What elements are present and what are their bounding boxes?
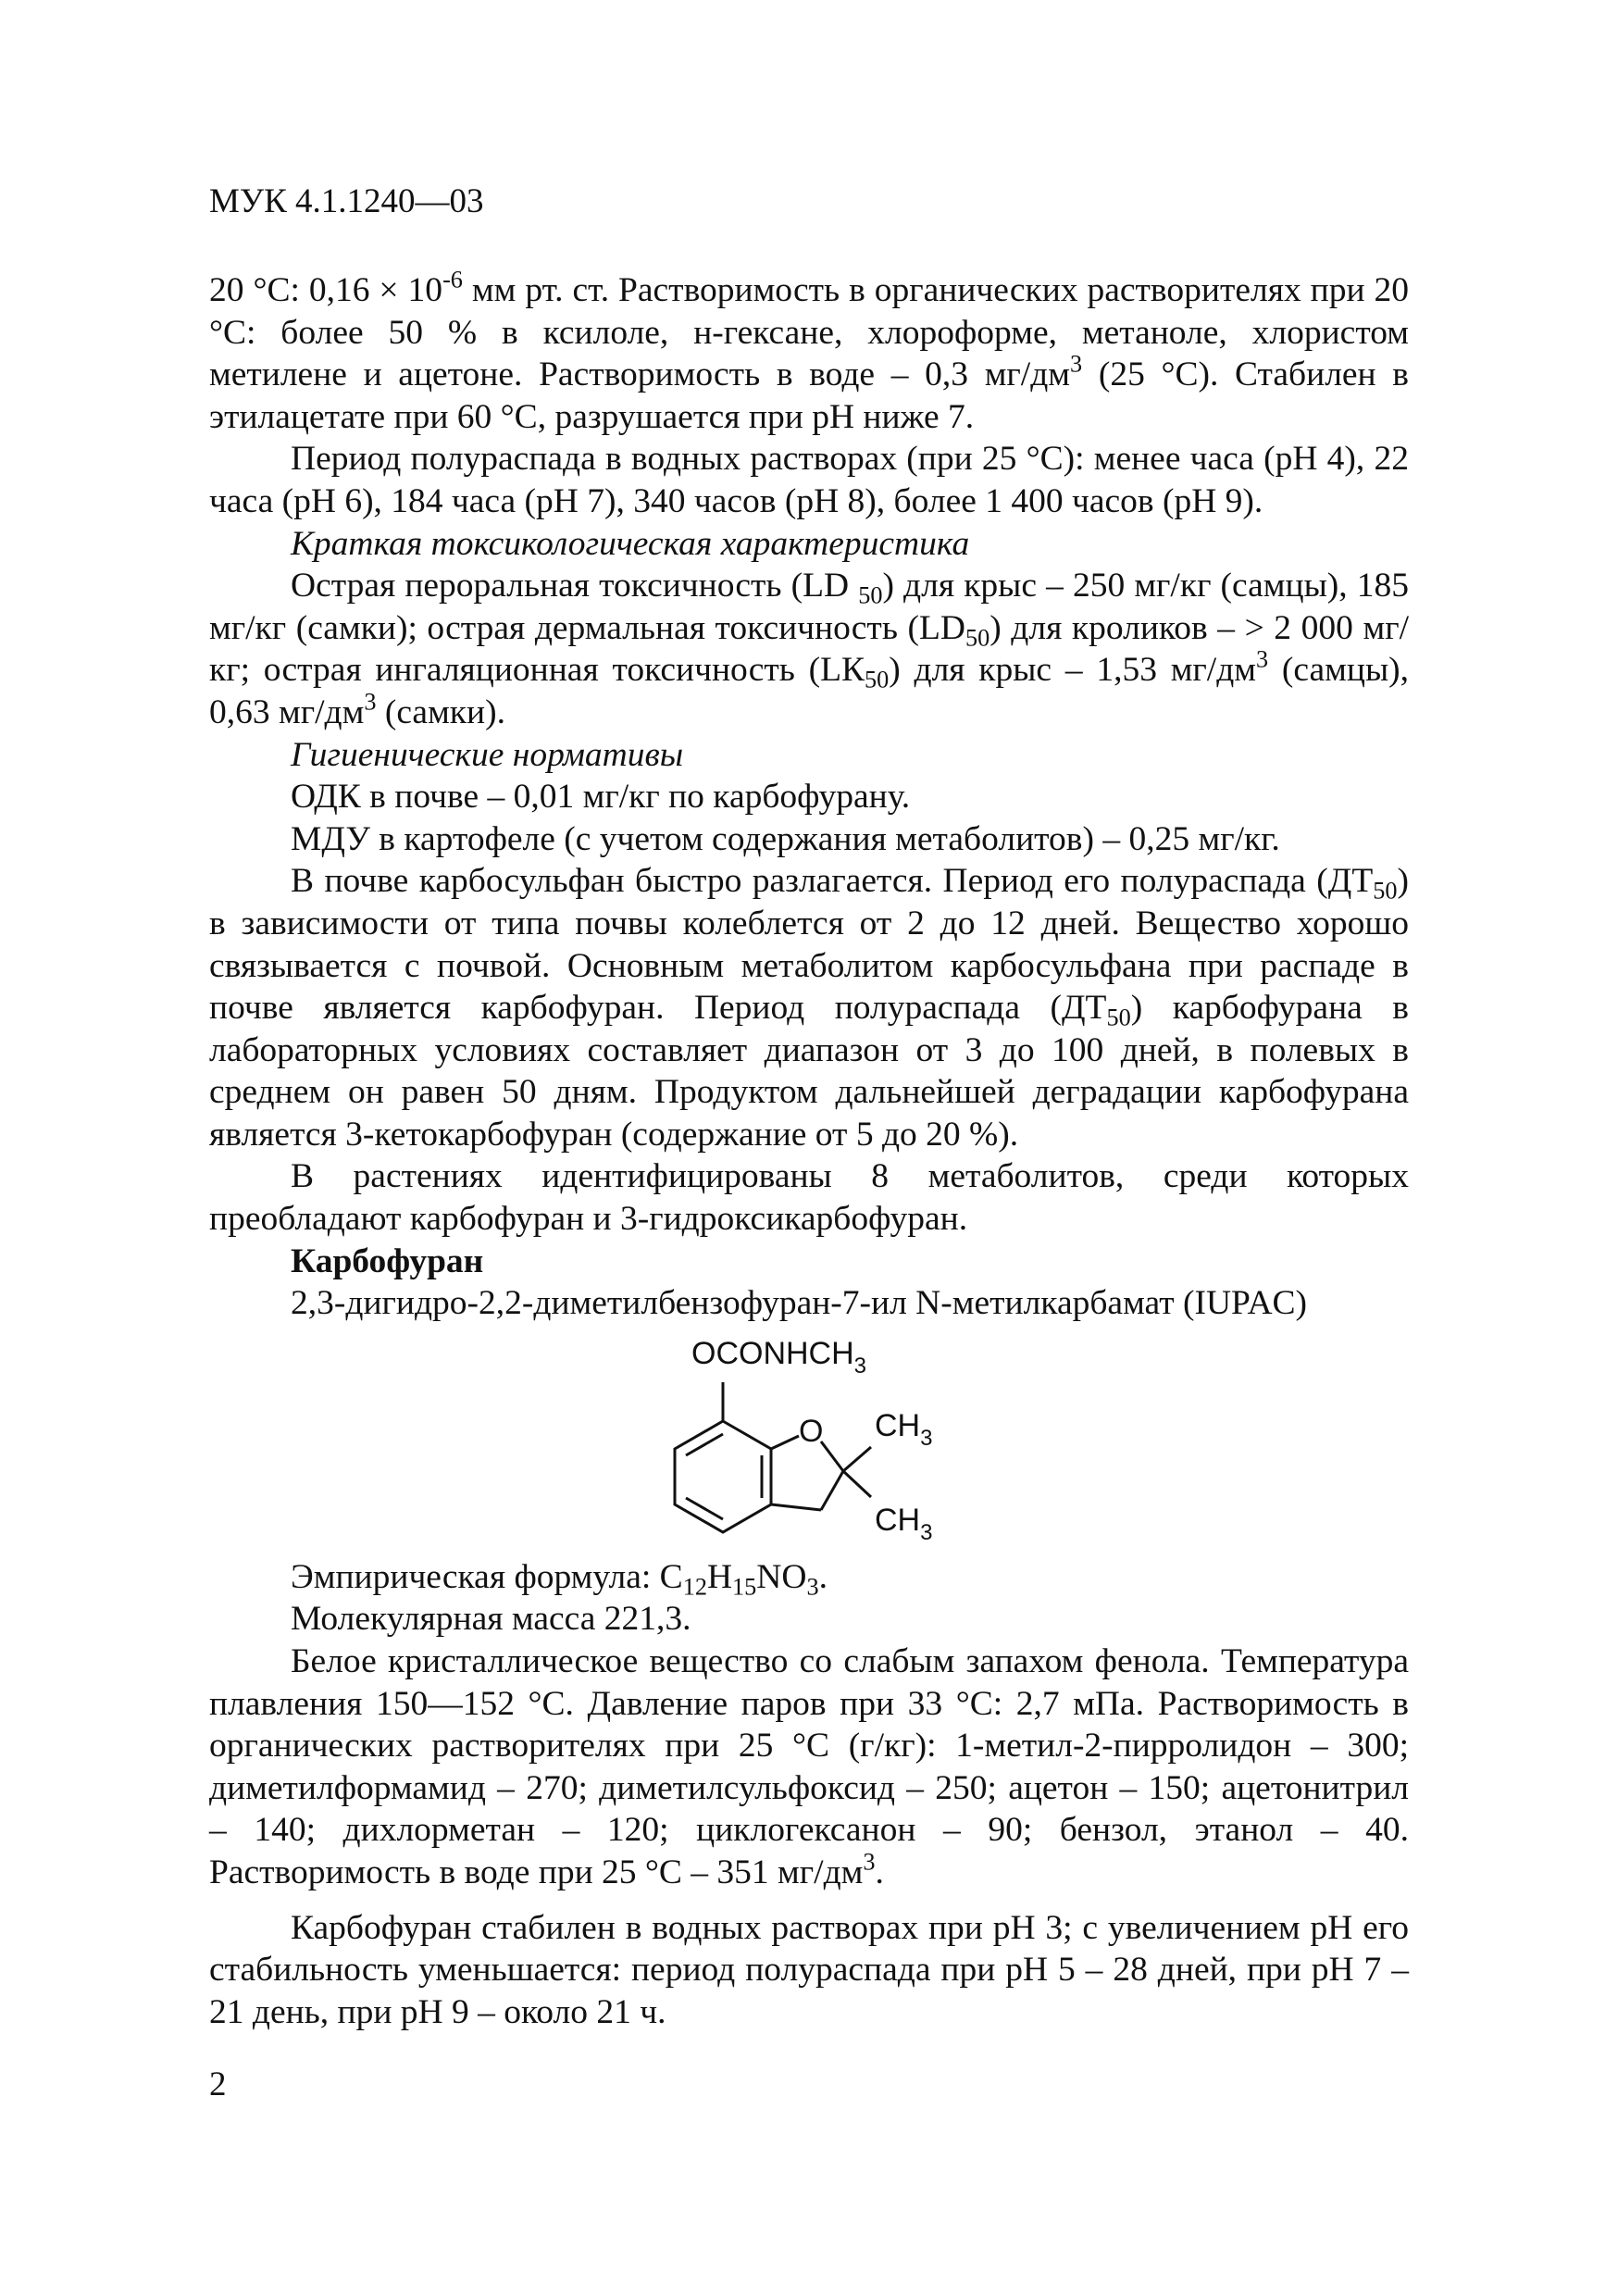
- double-bond: [686, 1434, 723, 1455]
- odk-line: ОДК в почве – 0,01 мг/кг по карбофурану.: [291, 778, 911, 817]
- double-bond: [686, 1498, 723, 1519]
- toxicology-heading: Краткая токсикологическая характеристика: [291, 524, 970, 563]
- paragraph-soil-degradation: В почве карбосульфан быстро разлагается. Период его полураспада $(ДТ_{50})$ в зависимости от типа почвы колеблется от 2 до 12 дней. Вещество хорошо связывается с почвой. Основным метаболитом карбосульфана при распаде в почве является карбофуран. Период полураспада $(ДТ_{50})$ карбофурана в лабораторных условиях составляет диапазон от 3 до 100 дней, в полевых в среднем он равен 50 дням. Продуктом дальнейшей деградации карбофурана является 3-кетокарбофуран (содержание от 5 до 20 %).: [209, 862, 1409, 1154]
- methyl-bond: [843, 1471, 871, 1497]
- methyl-bond: [843, 1447, 871, 1471]
- paragraph-stability: Карбофуран стабилен в водных растворах при pH 3; с увеличением pH его стабильность уменьшается: период полураспада при pH 5 – 28 дней, при pH 7 – 21 день, при pH 9 – около 21 ч.: [209, 1908, 1409, 2031]
- ring-bond: [771, 1504, 821, 1510]
- page-number: 2: [209, 2065, 227, 2103]
- ring-bond: [821, 1441, 843, 1471]
- hygiene-heading: Гигиенические нормативы: [291, 735, 684, 774]
- methyl-lower: $CH_3$: [875, 1502, 933, 1545]
- paragraph-half-life: Период полураспада в водных растворах (при 25 °С): менее часа (pH 4), 22 часа (pH 6), 184 часа (pH 7), 340 часов (pH 8), более 1 400 часов (pH 9).: [209, 440, 1409, 520]
- paragraph-physical-properties: Белое кристаллическое вещество со слабым запахом фенола. Температура плавления 150—152 °С. Давление паров при 33 °С: 2,7 мПа. Растворимость в органических растворителях при 25 °С (г/кг): 1-метил-2-пирролидон – 300; диметилформамид – 270; диметилсульфоксид – 250; ацетон – 150; ацетонитрил – 140; дихлорметан – 120; циклогексанон – 90; бензол, этанол – 40. Растворимость в воде при 25 °С – 351 $мг/дм^3$.: [209, 1642, 1409, 1891]
- methyl-upper: $CH_3$: [875, 1407, 933, 1451]
- document-body: [209, 266, 1410, 2033]
- carbamate-group: $OCONHCH_3$: [691, 1335, 867, 1379]
- ring-bond: [771, 1436, 799, 1449]
- empirical-formula: Эмпирическая формула: $C_{12}H_{15}NO_3$.: [291, 1557, 828, 1601]
- iupac-name: 2,3-дигидро-2,2-диметилбензофуран-7-ил N-метилкарбамат (IUPAC): [291, 1284, 1308, 1323]
- document-header: МУК 4.1.1240—03: [209, 182, 484, 220]
- compound-heading: Карбофуран: [291, 1242, 484, 1280]
- ring-bond: [821, 1471, 843, 1510]
- ring-oxygen: O: [799, 1413, 824, 1449]
- structural-formula: [656, 1325, 1045, 1556]
- paragraph-plant-metabolites: В растениях идентифицированы 8 метаболитов, среди которых преобладают карбофуран и 3-гидроксикарбофуран.: [209, 1157, 1409, 1239]
- paragraph-vapor-solubility: 20 °С: $0,16 \times 10^{-6}$ мм рт. ст. Растворимость в органических растворителях при 20 °С: более 50 % в ксилоле, н-гексане, хлороформе, метаноле, хлористом метилене и ацетоне. Растворимость в воде – 0,3 $мг/дм^3$ (25 °С). Стабилен в этилацетате при 60 °С, разрушается при pH ниже 7.: [209, 266, 1410, 436]
- mdu-line: МДУ в картофеле (с учетом содержания метаболитов) – 0,25 мг/кг.: [291, 819, 1280, 858]
- molecular-mass: Молекулярная масса 221,3.: [291, 1600, 691, 1639]
- paragraph-toxicity: Острая пероральная токсичность (LD $_{50}$) для крыс – 250 мг/кг (самцы), 185 мг/кг (самки); острая дермальная токсичность $(LD_{50})$ для кроликов – > 2 000 мг/кг; острая ингаляционная токсичность $(LК_{50})$ для крыс – 1,53 $мг/дм^3$ (самцы), 0,63 $мг/дм^3$ (самки).: [209, 567, 1410, 731]
- benzene-ring: [675, 1421, 771, 1532]
